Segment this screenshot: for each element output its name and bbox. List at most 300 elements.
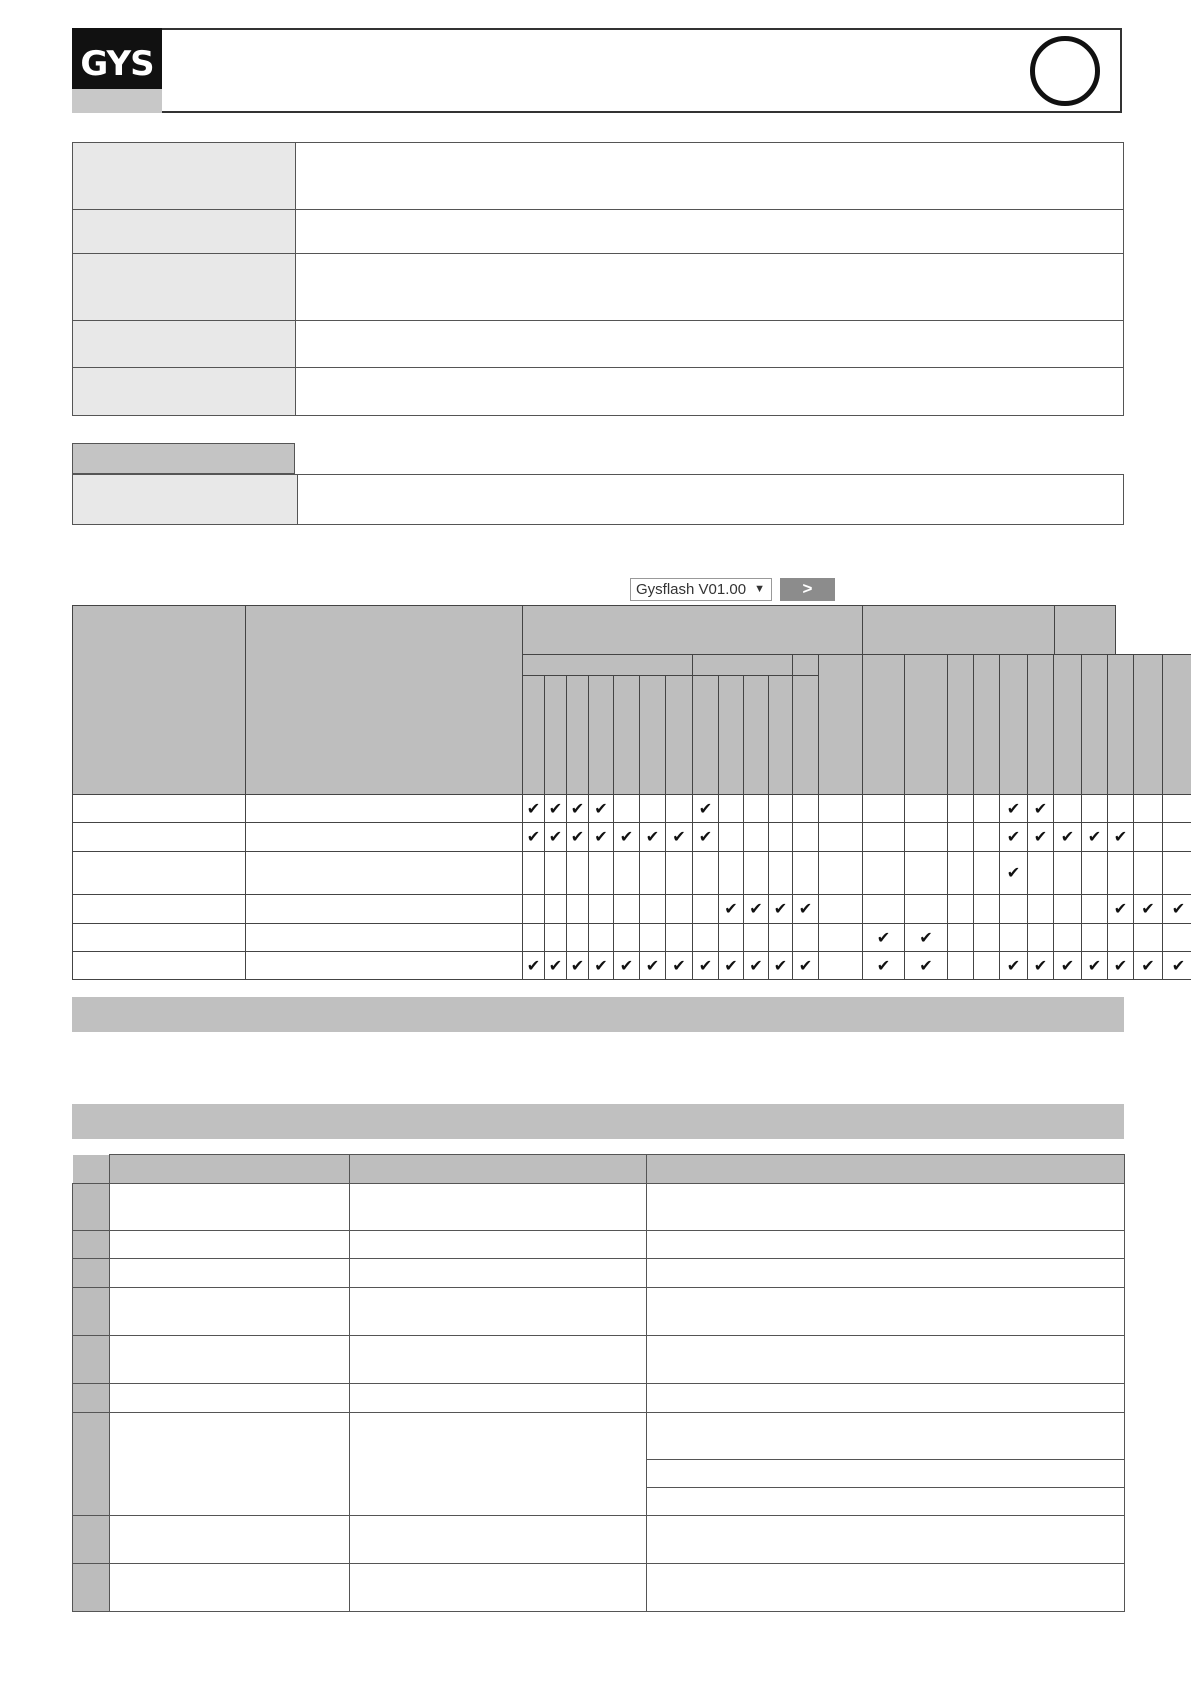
matrix-cell — [818, 894, 863, 924]
checkmark-icon: ✔ — [724, 899, 738, 918]
checkmark-icon: ✔ — [645, 827, 660, 846]
matrix-cell — [665, 951, 693, 980]
matrix-cell — [768, 794, 793, 823]
checkmark-icon: ✔ — [876, 928, 891, 947]
matrix-cell — [1107, 923, 1134, 952]
checkmark-icon: ✔ — [548, 799, 563, 818]
matrix-column-header — [743, 675, 769, 795]
matrix-cell — [613, 894, 640, 924]
matrix-cell — [692, 894, 719, 924]
checkmark-icon: ✔ — [619, 956, 634, 975]
matrix-cell — [1162, 794, 1191, 823]
download-row — [73, 475, 1124, 525]
table-cell — [350, 1288, 647, 1336]
section-bar-1 — [72, 997, 1124, 1032]
matrix-cell — [743, 851, 769, 895]
matrix-cell — [999, 923, 1028, 952]
table-cell — [110, 1384, 350, 1413]
matrix-cell — [1081, 851, 1108, 895]
matrix-row-description — [245, 822, 523, 852]
version-select-value: Gysflash V01.00 — [636, 581, 747, 598]
matrix-cell — [665, 894, 693, 924]
matrix-cell — [904, 894, 948, 924]
matrix-cell — [1081, 794, 1108, 823]
matrix-cell — [665, 851, 693, 895]
download-value — [298, 475, 1124, 525]
matrix-cell — [718, 822, 744, 852]
checkmark-icon: ✔ — [548, 956, 563, 975]
matrix-cell — [544, 851, 567, 895]
matrix-cell — [1107, 794, 1134, 823]
info-value — [296, 254, 1124, 321]
checkmark-icon: ✔ — [1171, 899, 1186, 918]
compatibility-matrix — [72, 605, 1186, 981]
matrix-column-header — [768, 675, 793, 795]
table-row — [73, 1384, 1125, 1413]
table-row — [73, 1231, 1125, 1259]
parameters-table-header — [73, 1155, 1125, 1184]
matrix-cell — [544, 923, 567, 952]
matrix-cell — [904, 794, 948, 823]
matrix-cell — [544, 894, 567, 924]
checkmark-icon: ✔ — [594, 827, 608, 846]
matrix-cell — [1027, 822, 1054, 852]
matrix-column-header — [522, 675, 545, 795]
matrix-cell — [743, 794, 769, 823]
checkmark-icon: ✔ — [798, 899, 813, 918]
matrix-cell — [818, 923, 863, 952]
matrix-cell — [1027, 923, 1054, 952]
info-value — [296, 143, 1124, 210]
matrix-cell — [999, 951, 1028, 980]
table-cell — [647, 1384, 1125, 1413]
matrix-cell — [1053, 894, 1082, 924]
table-cell — [647, 1460, 1125, 1488]
table-cell — [350, 1564, 647, 1612]
info-label — [73, 321, 296, 368]
table-cell — [110, 1288, 350, 1336]
matrix-cell — [1162, 923, 1191, 952]
matrix-cell — [792, 923, 819, 952]
matrix-cell — [1027, 794, 1054, 823]
matrix-cell — [1133, 951, 1163, 980]
checkmark-icon: ✔ — [1060, 827, 1075, 846]
table-cell — [110, 1564, 350, 1612]
header-cell — [647, 1155, 1125, 1184]
matrix-column-header — [1162, 654, 1191, 795]
checkmark-icon: ✔ — [724, 956, 738, 975]
matrix-row-label — [72, 822, 246, 852]
matrix-column-header — [862, 654, 905, 795]
table-cell — [110, 1516, 350, 1564]
matrix-row-label — [72, 794, 246, 823]
checkmark-icon: ✔ — [526, 799, 541, 818]
matrix-cell — [692, 951, 719, 980]
matrix-cell — [947, 894, 974, 924]
table-row — [73, 1564, 1125, 1612]
checkmark-icon: ✔ — [1006, 956, 1021, 975]
matrix-cell — [665, 923, 693, 952]
checkmark-icon: ✔ — [526, 827, 541, 846]
info-value — [296, 321, 1124, 368]
download-section-header — [72, 443, 295, 474]
matrix-row-description — [245, 894, 523, 924]
info-label — [73, 143, 296, 210]
info-row — [73, 254, 1124, 321]
matrix-cell — [522, 794, 545, 823]
matrix-cell — [904, 822, 948, 852]
info-table — [72, 142, 1124, 416]
logo-text: GYS — [80, 44, 154, 84]
matrix-cell — [792, 951, 819, 980]
matrix-cell — [743, 822, 769, 852]
matrix-cell — [999, 822, 1028, 852]
table-cell — [350, 1516, 647, 1564]
table-cell — [647, 1516, 1125, 1564]
row-number — [73, 1413, 110, 1516]
checkmark-icon: ✔ — [1006, 827, 1021, 846]
table-row — [73, 1516, 1125, 1564]
matrix-cell — [692, 923, 719, 952]
matrix-cell — [1107, 822, 1134, 852]
matrix-column-header — [692, 675, 719, 795]
matrix-cell — [588, 822, 614, 852]
matrix-cell — [743, 951, 769, 980]
matrix-cell — [639, 951, 666, 980]
checkmark-icon: ✔ — [876, 956, 891, 975]
table-cell — [110, 1336, 350, 1384]
checkmark-icon: ✔ — [1033, 956, 1048, 975]
matrix-row-label — [72, 894, 246, 924]
checkmark-icon: ✔ — [570, 956, 585, 975]
matrix-cell — [613, 923, 640, 952]
matrix-cell — [792, 794, 819, 823]
matrix-cell — [1027, 894, 1054, 924]
matrix-cell — [743, 894, 769, 924]
matrix-cell — [544, 822, 567, 852]
checkmark-icon: ✔ — [698, 827, 713, 846]
table-cell — [647, 1259, 1125, 1288]
matrix-cell — [862, 851, 905, 895]
checkmark-icon: ✔ — [1171, 956, 1186, 975]
matrix-cell — [544, 951, 567, 980]
table-cell — [350, 1231, 647, 1259]
matrix-cell — [768, 923, 793, 952]
checkmark-icon: ✔ — [1141, 956, 1155, 975]
matrix-cell — [904, 851, 948, 895]
matrix-cell — [1027, 851, 1054, 895]
checkmark-icon: ✔ — [570, 827, 585, 846]
matrix-cell — [1133, 923, 1163, 952]
table-cell — [350, 1384, 647, 1413]
matrix-cell — [999, 794, 1028, 823]
matrix-cell — [639, 923, 666, 952]
matrix-cell — [1107, 894, 1134, 924]
matrix-cell — [973, 951, 1000, 980]
version-select[interactable] — [630, 578, 772, 601]
matrix-cell — [818, 794, 863, 823]
logo-band — [72, 89, 162, 113]
matrix-cell — [862, 822, 905, 852]
checkmark-icon: ✔ — [773, 956, 788, 975]
table-cell — [647, 1336, 1125, 1384]
checkmark-icon: ✔ — [1113, 827, 1128, 846]
matrix-cell — [1027, 951, 1054, 980]
checkmark-icon: ✔ — [570, 799, 585, 818]
matrix-cell — [692, 822, 719, 852]
table-cell — [647, 1413, 1125, 1460]
checkmark-icon: ✔ — [1006, 799, 1021, 818]
matrix-cell — [718, 794, 744, 823]
table-row — [73, 1336, 1125, 1384]
matrix-cell — [718, 923, 744, 952]
matrix-cell — [1081, 894, 1108, 924]
table-cell — [647, 1488, 1125, 1516]
matrix-header-group-c — [1054, 605, 1116, 655]
matrix-cell — [1053, 951, 1082, 980]
matrix-cell — [973, 822, 1000, 852]
matrix-subheader — [692, 654, 793, 676]
table-cell — [647, 1288, 1125, 1336]
info-label — [73, 368, 296, 416]
matrix-cell — [639, 894, 666, 924]
matrix-cell — [743, 923, 769, 952]
matrix-row-description — [245, 923, 523, 952]
checkmark-icon: ✔ — [548, 827, 563, 846]
matrix-cell — [1081, 822, 1108, 852]
matrix-cell — [1133, 822, 1163, 852]
matrix-cell — [862, 923, 905, 952]
matrix-cell — [1053, 822, 1082, 852]
checkmark-icon: ✔ — [698, 799, 713, 818]
checkmark-icon: ✔ — [698, 956, 713, 975]
matrix-cell — [692, 851, 719, 895]
matrix-cell — [1053, 923, 1082, 952]
download-label — [73, 475, 298, 525]
matrix-cell — [522, 851, 545, 895]
matrix-cell — [639, 822, 666, 852]
matrix-cell — [665, 794, 693, 823]
matrix-cell — [1133, 851, 1163, 895]
info-label — [73, 254, 296, 321]
table-cell — [110, 1184, 350, 1231]
matrix-cell — [588, 851, 614, 895]
checkmark-icon: ✔ — [773, 899, 788, 918]
checkmark-icon: ✔ — [1087, 827, 1102, 846]
matrix-cell — [718, 894, 744, 924]
row-number — [73, 1184, 110, 1231]
matrix-column-header — [1133, 654, 1163, 795]
matrix-cell — [1053, 794, 1082, 823]
checkmark-icon: ✔ — [619, 827, 634, 846]
matrix-cell — [718, 951, 744, 980]
matrix-cell — [947, 822, 974, 852]
table-row — [73, 1288, 1125, 1336]
matrix-cell — [613, 851, 640, 895]
gys-logo — [72, 28, 162, 113]
info-value — [296, 368, 1124, 416]
matrix-column-header — [792, 675, 819, 795]
matrix-cell — [1162, 822, 1191, 852]
checkmark-icon: ✔ — [672, 956, 686, 975]
table-cell — [647, 1231, 1125, 1259]
matrix-cell — [862, 894, 905, 924]
matrix-column-header — [818, 654, 863, 795]
info-label — [73, 210, 296, 254]
matrix-cell — [862, 951, 905, 980]
matrix-cell — [566, 822, 589, 852]
matrix-cell — [1053, 851, 1082, 895]
checkmark-icon: ✔ — [1033, 799, 1048, 818]
matrix-row-label — [72, 923, 246, 952]
table-cell — [350, 1336, 647, 1384]
matrix-cell — [613, 822, 640, 852]
matrix-cell — [792, 894, 819, 924]
checkmark-icon: ✔ — [1060, 956, 1075, 975]
matrix-cell — [639, 794, 666, 823]
matrix-column-header — [588, 675, 614, 795]
matrix-cell — [768, 851, 793, 895]
matrix-cell — [1162, 951, 1191, 980]
matrix-cell — [613, 794, 640, 823]
matrix-cell — [1162, 894, 1191, 924]
checkmark-icon: ✔ — [594, 799, 608, 818]
row-number — [73, 1259, 110, 1288]
matrix-cell — [947, 923, 974, 952]
matrix-cell — [588, 923, 614, 952]
matrix-cell — [566, 794, 589, 823]
matrix-cell — [544, 794, 567, 823]
matrix-cell — [999, 894, 1028, 924]
parameters-table — [72, 1154, 1125, 1612]
checkmark-icon: ✔ — [645, 956, 660, 975]
matrix-cell — [566, 951, 589, 980]
matrix-column-header — [566, 675, 589, 795]
matrix-column-header — [947, 654, 974, 795]
page-header — [72, 28, 1122, 113]
row-number — [73, 1384, 110, 1413]
matrix-cell — [999, 851, 1028, 895]
matrix-column-header — [1107, 654, 1134, 795]
matrix-cell — [588, 951, 614, 980]
checkmark-icon: ✔ — [672, 827, 686, 846]
matrix-cell — [692, 794, 719, 823]
matrix-column-header — [665, 675, 693, 795]
row-number — [73, 1516, 110, 1564]
matrix-cell — [522, 951, 545, 980]
matrix-cell — [818, 951, 863, 980]
matrix-cell — [768, 951, 793, 980]
checkmark-icon: ✔ — [594, 956, 608, 975]
matrix-cell — [973, 851, 1000, 895]
table-cell — [110, 1413, 350, 1516]
matrix-cell — [665, 822, 693, 852]
row-number — [73, 1288, 110, 1336]
info-row — [73, 368, 1124, 416]
matrix-cell — [973, 794, 1000, 823]
matrix-cell — [588, 894, 614, 924]
checkmark-icon: ✔ — [749, 899, 763, 918]
header-cell — [350, 1155, 647, 1184]
table-row — [73, 1413, 1125, 1460]
table-row — [73, 1259, 1125, 1288]
checkmark-icon: ✔ — [1033, 827, 1048, 846]
matrix-column-header — [1081, 654, 1108, 795]
matrix-column-header — [973, 654, 1000, 795]
matrix-column-header — [999, 654, 1028, 795]
matrix-cell — [566, 894, 589, 924]
matrix-column-header — [613, 675, 640, 795]
checkmark-icon: ✔ — [798, 956, 813, 975]
matrix-cell — [973, 894, 1000, 924]
matrix-cell — [792, 851, 819, 895]
matrix-cell — [639, 851, 666, 895]
table-cell — [110, 1231, 350, 1259]
info-row — [73, 143, 1124, 210]
matrix-cell — [818, 851, 863, 895]
header-spacer — [73, 1155, 110, 1184]
matrix-cell — [818, 822, 863, 852]
matrix-cell — [1162, 851, 1191, 895]
matrix-row-description — [245, 794, 523, 823]
matrix-cell — [792, 822, 819, 852]
matrix-row-label — [72, 951, 246, 980]
matrix-cell — [947, 794, 974, 823]
matrix-cell — [904, 923, 948, 952]
matrix-row-description — [245, 851, 523, 895]
table-cell — [350, 1259, 647, 1288]
checkmark-icon: ✔ — [1006, 863, 1021, 882]
matrix-cell — [522, 822, 545, 852]
info-row — [73, 321, 1124, 368]
matrix-cell — [1133, 794, 1163, 823]
go-button[interactable]: > — [780, 578, 835, 601]
matrix-column-header — [1053, 654, 1082, 795]
matrix-header-group-a — [522, 605, 863, 655]
matrix-cell — [718, 851, 744, 895]
matrix-row-label — [72, 851, 246, 895]
matrix-cell — [862, 794, 905, 823]
matrix-cell — [566, 923, 589, 952]
matrix-header-group-b — [862, 605, 1055, 655]
matrix-cell — [973, 923, 1000, 952]
info-value — [296, 210, 1124, 254]
matrix-header-description — [245, 605, 523, 795]
matrix-subheader — [522, 654, 693, 676]
matrix-cell — [768, 822, 793, 852]
matrix-cell — [613, 951, 640, 980]
matrix-cell — [1081, 951, 1108, 980]
checkmark-icon: ✔ — [1141, 899, 1155, 918]
matrix-cell — [522, 923, 545, 952]
download-table — [72, 474, 1124, 525]
row-number — [73, 1336, 110, 1384]
matrix-cell — [904, 951, 948, 980]
matrix-cell — [768, 894, 793, 924]
checkmark-icon: ✔ — [919, 956, 933, 975]
chevron-down-icon: ▼ — [754, 583, 765, 595]
table-cell — [350, 1413, 647, 1516]
table-row — [73, 1184, 1125, 1231]
matrix-cell — [1107, 851, 1134, 895]
matrix-row-description — [245, 951, 523, 980]
checkmark-icon: ✔ — [919, 928, 933, 947]
row-number — [73, 1231, 110, 1259]
checkmark-icon: ✔ — [749, 956, 763, 975]
matrix-cell — [947, 851, 974, 895]
matrix-cell — [566, 851, 589, 895]
header-cell — [110, 1155, 350, 1184]
